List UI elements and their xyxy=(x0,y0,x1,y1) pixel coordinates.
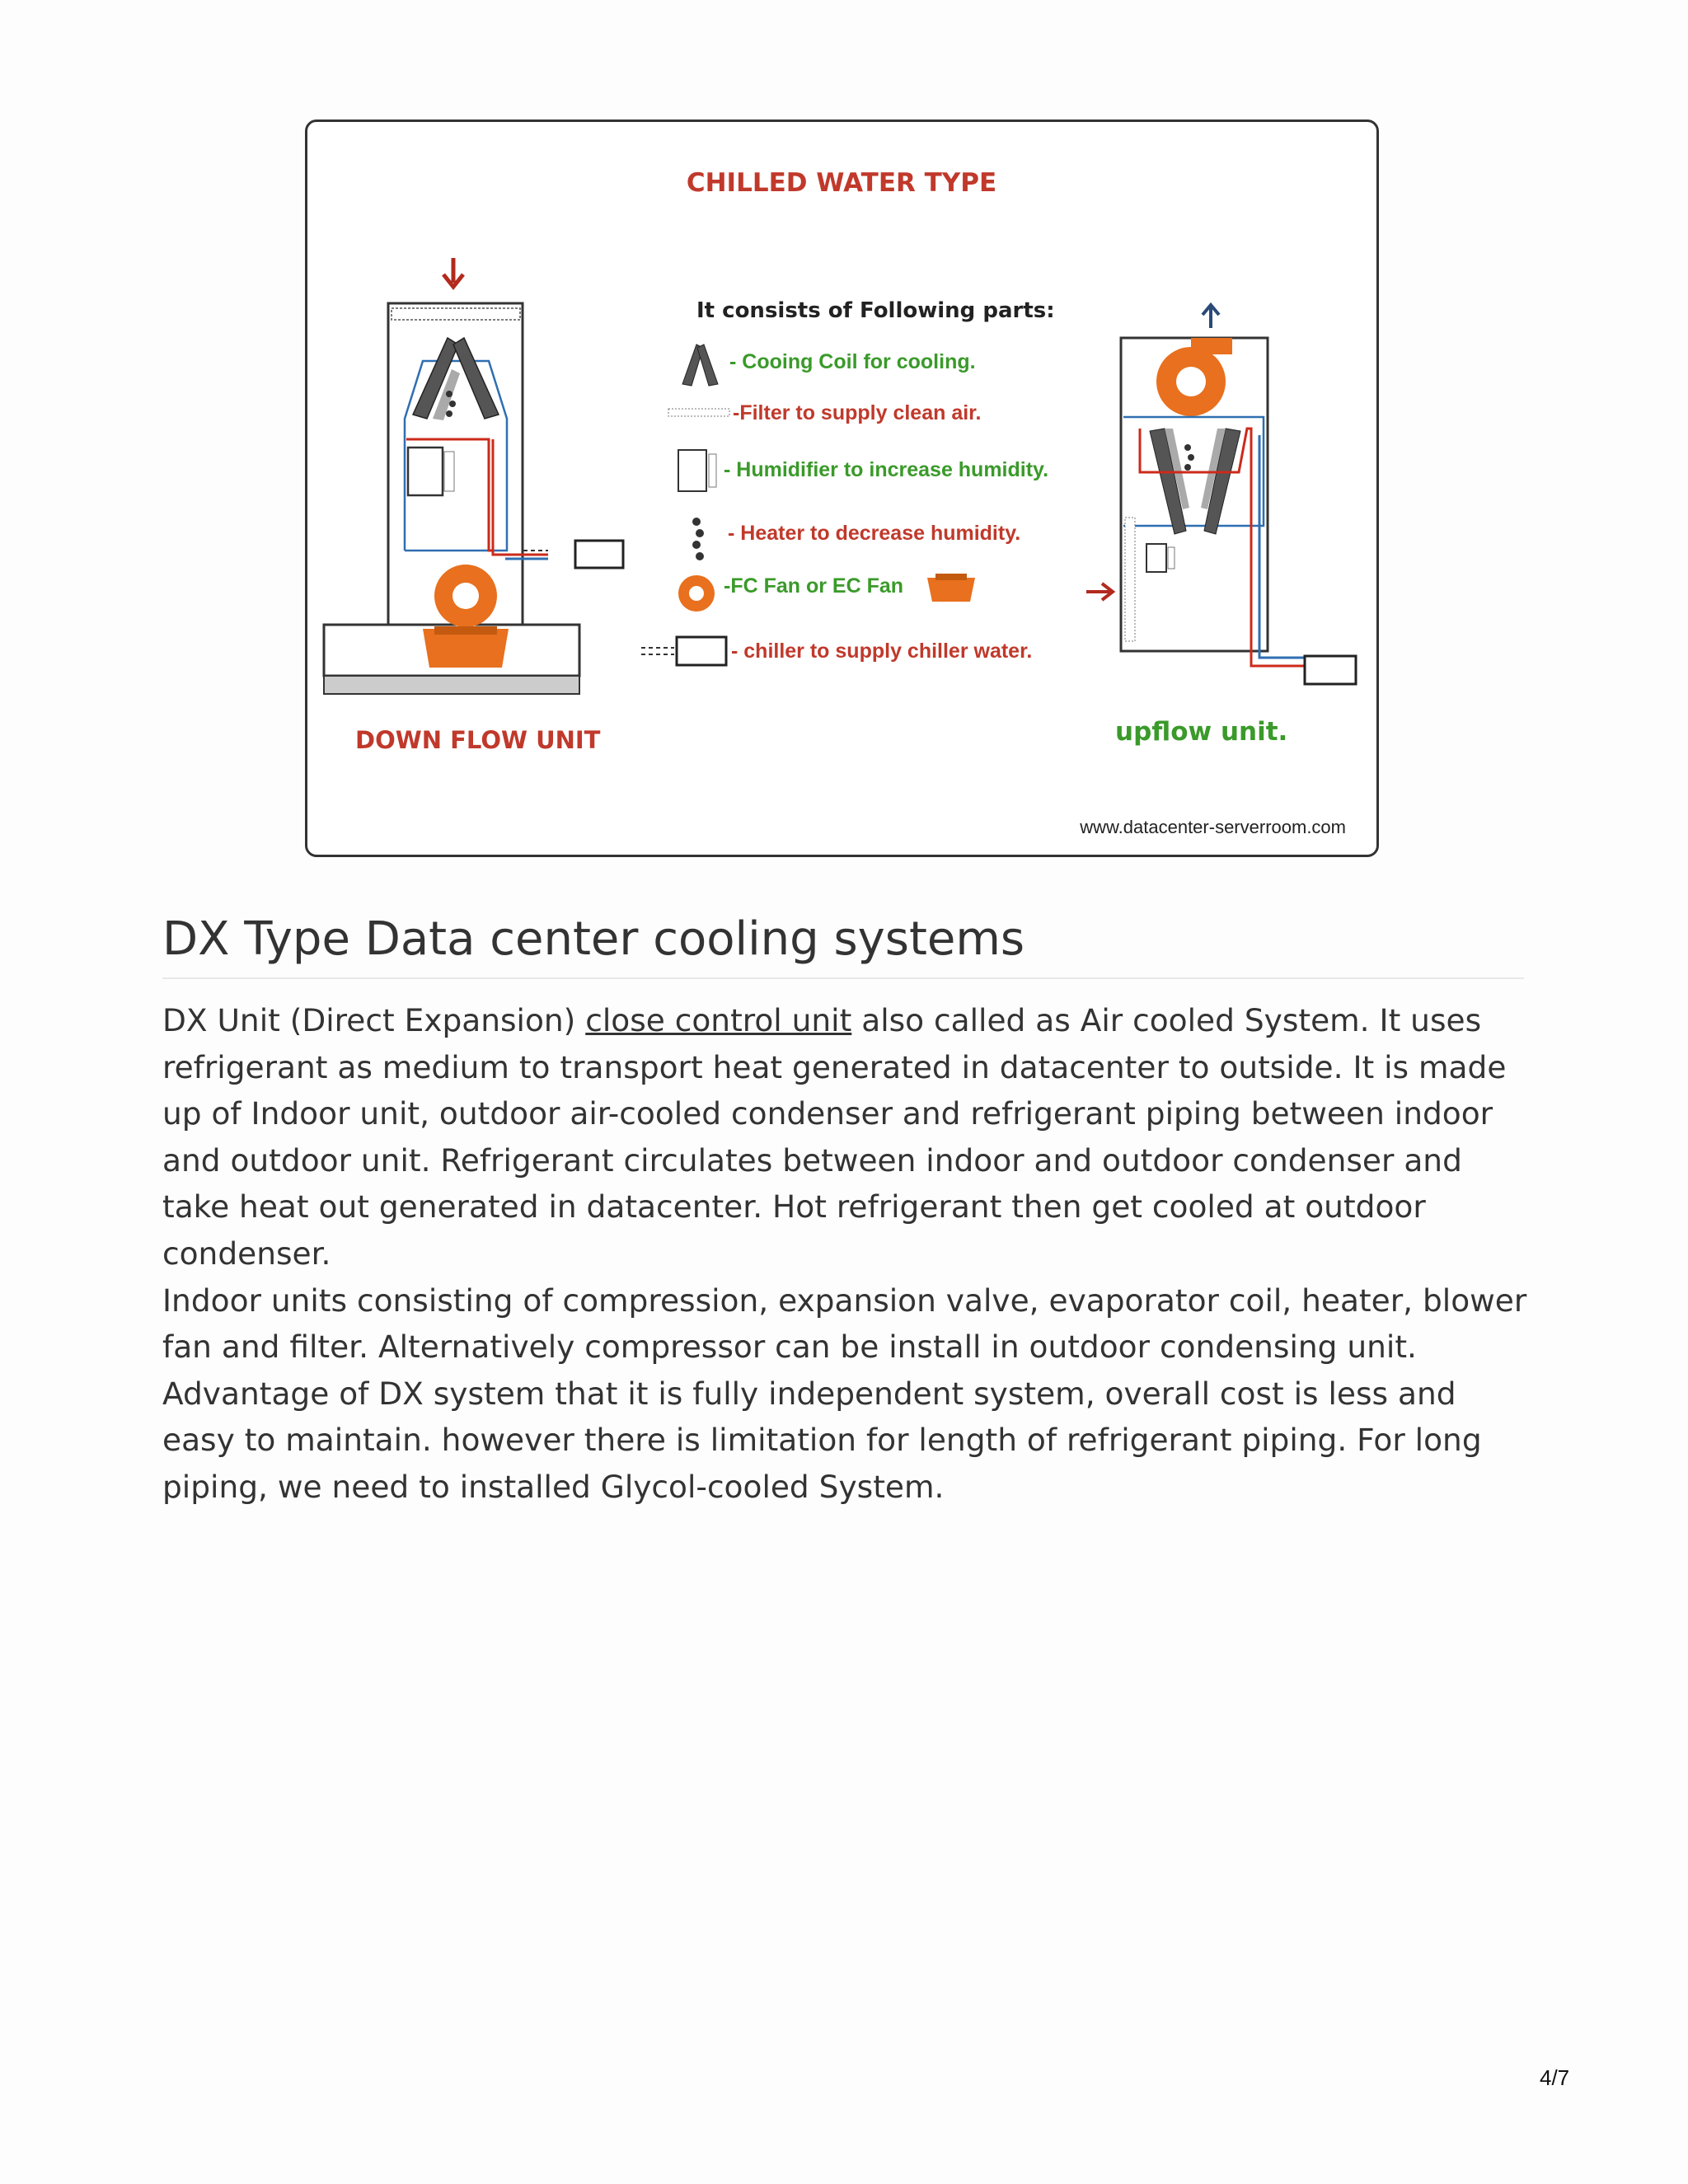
cooling-coil-icon xyxy=(682,344,718,386)
airflow-side-arrow-icon xyxy=(1086,583,1113,600)
page-number: 4/7 xyxy=(1540,2065,1570,2090)
body-paragraph xyxy=(162,997,1531,1511)
humidifier-icon xyxy=(678,450,716,491)
chilled-water-diagram xyxy=(305,120,1379,857)
part-heater: - Heater to decrease humidity. xyxy=(728,522,1021,545)
upflow-unit-drawing xyxy=(1086,305,1356,684)
part-filter: -Filter to supply clean air. xyxy=(733,401,982,424)
filter-icon xyxy=(668,409,729,416)
parts-heading: It consists of Following parts: xyxy=(696,298,1055,323)
fc-fan-icon xyxy=(678,575,715,612)
airflow-in-arrow-icon xyxy=(443,258,463,287)
close-control-unit-link[interactable]: close control unit xyxy=(585,1002,852,1038)
heater-icon xyxy=(692,518,704,560)
section-heading: DX Type Data center cooling systems xyxy=(162,907,1524,979)
part-humidifier: - Humidifier to increase humidity. xyxy=(724,458,1049,481)
paragraph-text-second: Indoor units consisting of compression, expansion valve, evaporator coil, heater, blower fan and filter. Alternatively compressor can be install in outdoor condensing unit. Advantage of DX system that it is fully independent system, overall cost is less and easy to maintain. however there is limitation for length of refrigerant piping. For long piping, we need to installed Glycol-cooled System. xyxy=(162,1282,1527,1505)
diagram-svg xyxy=(307,122,1376,855)
downflow-unit-label: DOWN FLOW UNIT xyxy=(355,726,601,754)
downflow-unit-drawing xyxy=(324,258,623,694)
paragraph-text-rest: also called as Air cooled System. It uses refrigerant as medium to transport heat generated in datacenter to outside. It is made up of Indoor unit, outdoor air-cooled condenser and refrigerant piping between indoor and outdoor unit. Refrigerant circulates between indoor and outdoor condenser and take heat out generated in datacenter. Hot refrigerant then get cooled at outdoor condenser. xyxy=(162,1002,1507,1272)
part-fan: -FC Fan or EC Fan xyxy=(724,574,904,598)
diagram-title: CHILLED WATER TYPE xyxy=(686,168,997,198)
upflow-unit-label: upflow unit. xyxy=(1115,717,1288,747)
airflow-out-arrow-icon xyxy=(1203,305,1219,328)
part-chiller: - chiller to supply chiller water. xyxy=(731,640,1033,663)
ec-fan-icon xyxy=(927,574,975,602)
part-cooling-coil: - Cooing Coil for cooling. xyxy=(729,350,976,373)
chiller-icon xyxy=(641,637,726,665)
paragraph-text-start: DX Unit (Direct Expansion) xyxy=(162,1002,586,1038)
diagram-watermark: www.datacenter-serverroom.com xyxy=(1080,817,1346,837)
